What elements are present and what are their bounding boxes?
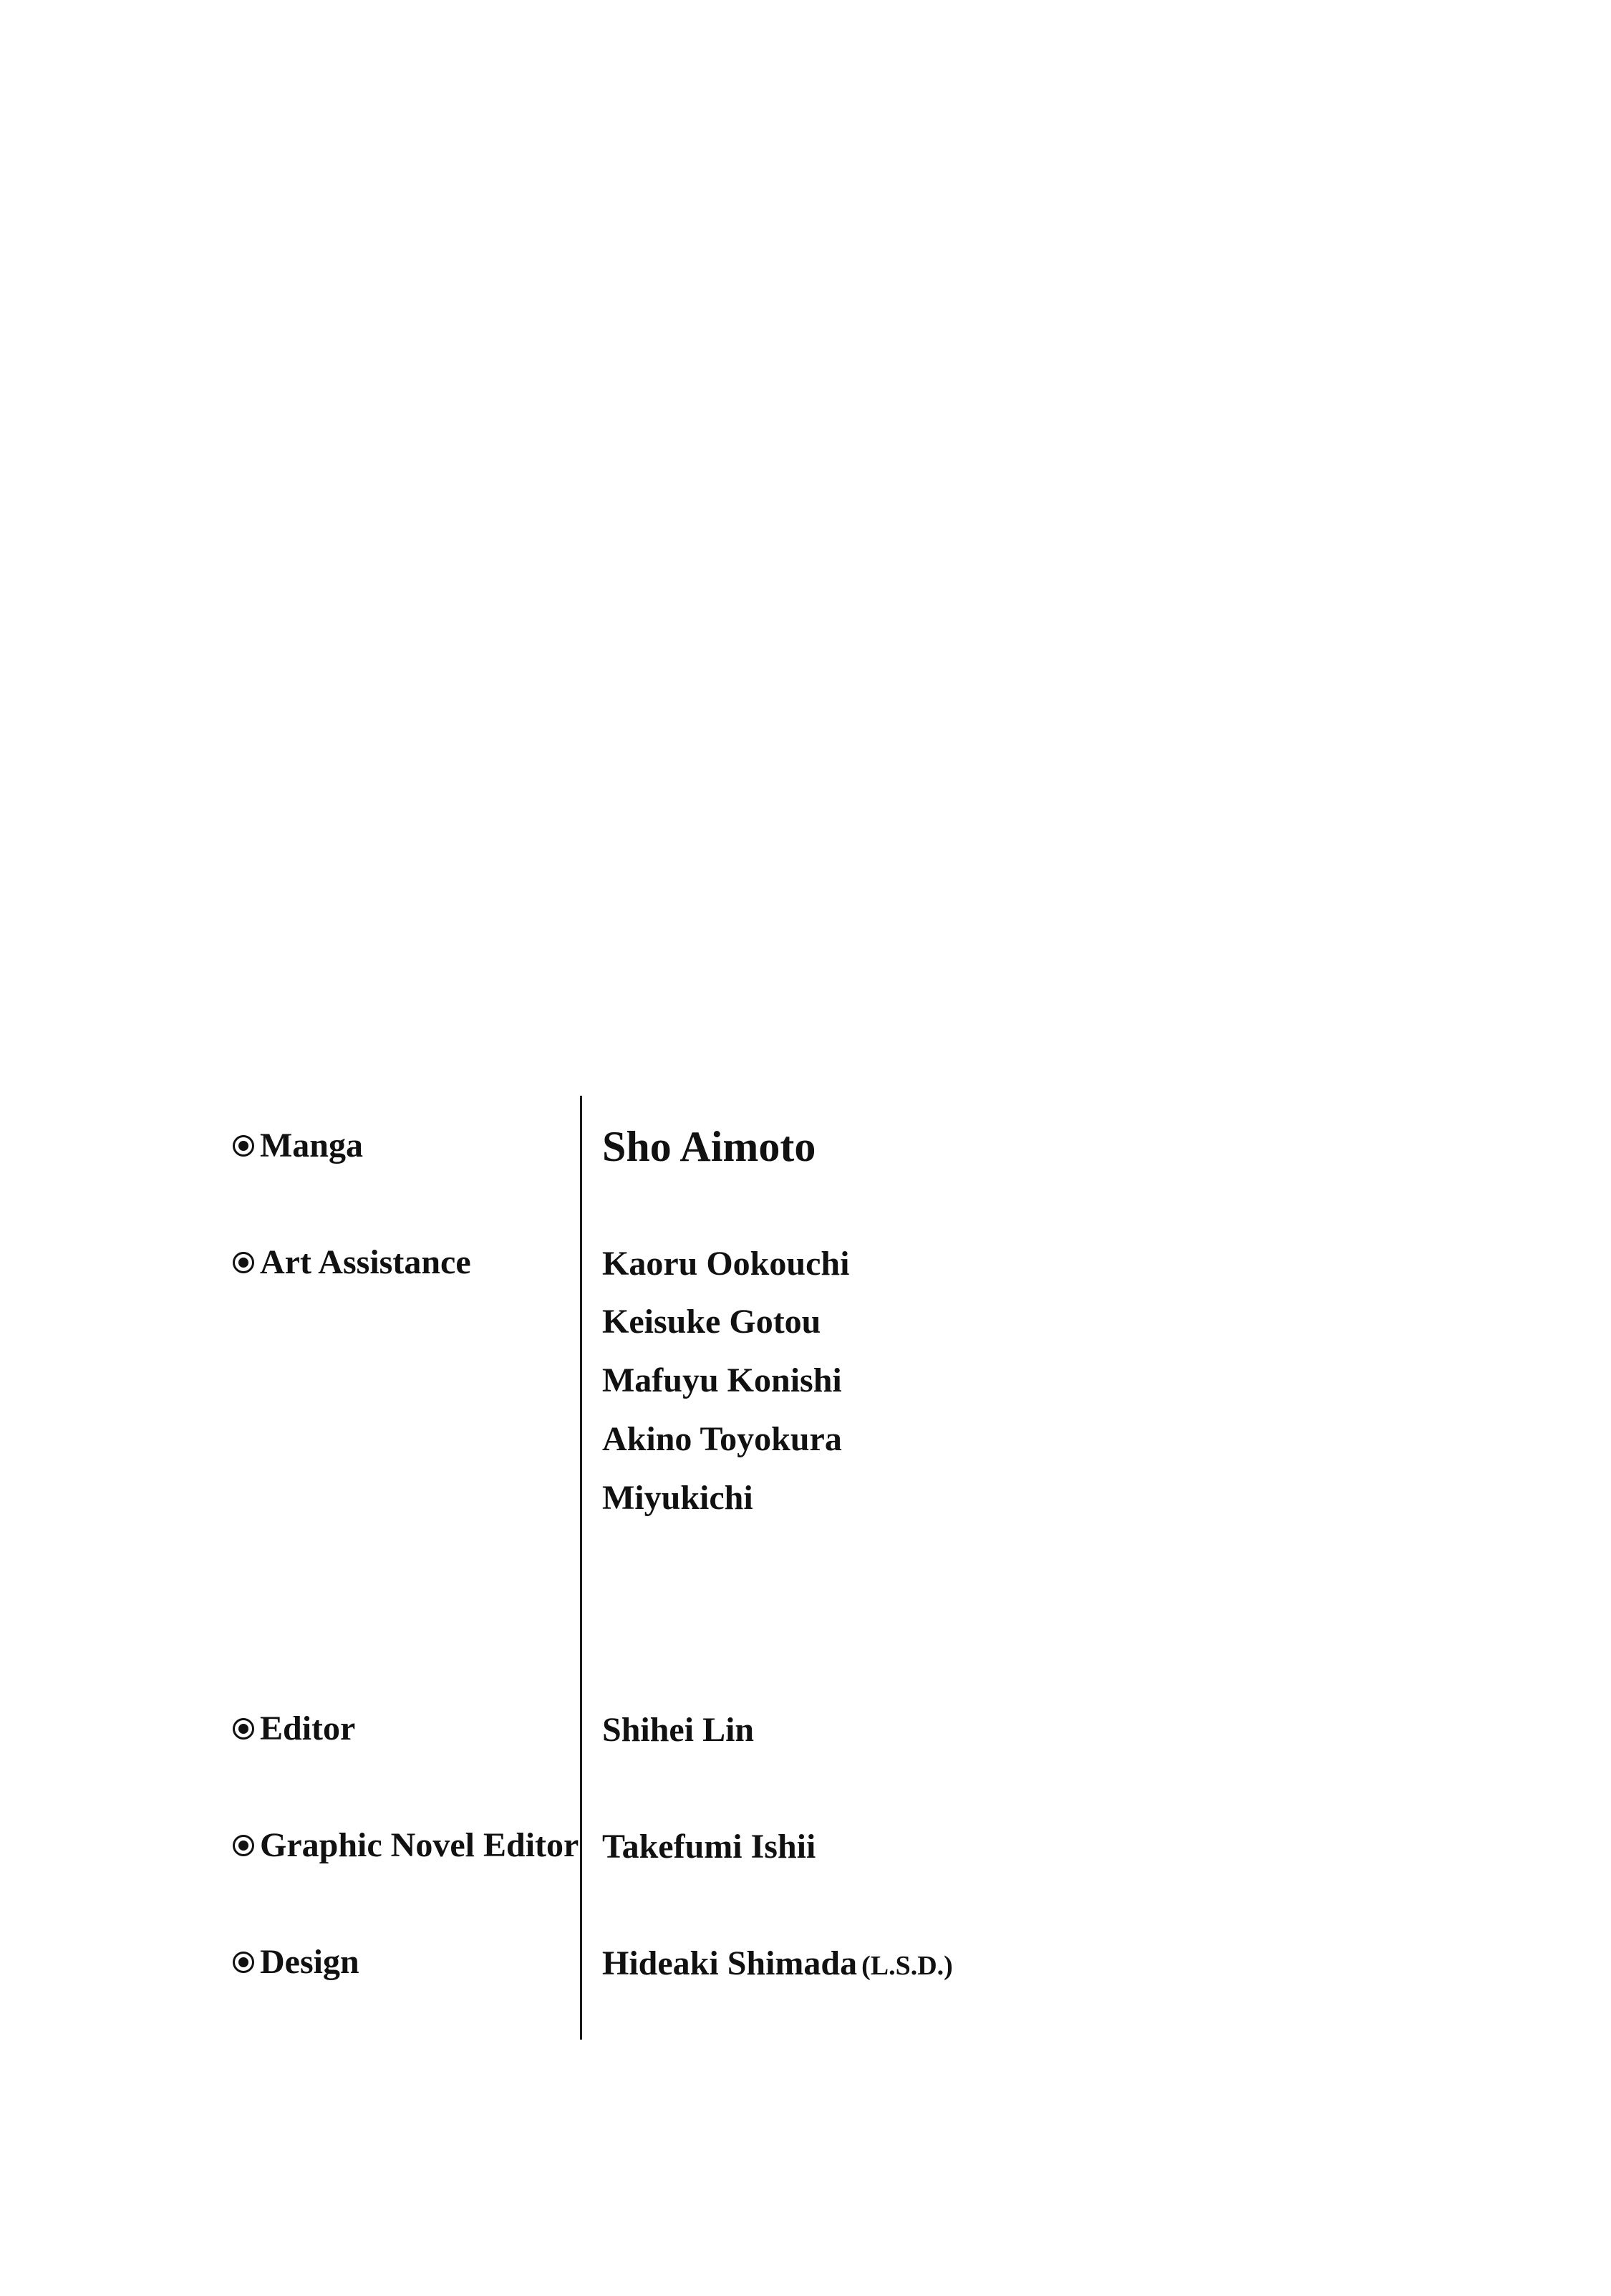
role-graphic-novel-editor: [233, 1824, 579, 1867]
role-label: Editor: [260, 1709, 356, 1747]
name-art-assistance-2: Keisuke Gotou: [602, 1303, 821, 1341]
name-editor: Shihei Lin: [602, 1711, 755, 1749]
fisheye-bullet-icon: [233, 1718, 254, 1740]
name-design: [602, 1942, 953, 1987]
column-divider: [580, 1096, 582, 2040]
role-editor: [233, 1707, 355, 1750]
name-art-assistance-1: Kaoru Ookouchi: [602, 1245, 850, 1283]
name-art-assistance-4: Akino Toyokura: [602, 1420, 842, 1458]
role-design: [233, 1941, 359, 1984]
fisheye-bullet-icon: [233, 1952, 254, 1973]
fisheye-bullet-icon: [233, 1835, 254, 1856]
name-graphic-novel-editor: Takefumi Ishii: [602, 1828, 816, 1866]
design-name: Hideaki Shimada: [602, 1944, 858, 1982]
name-manga: Sho Aimoto: [602, 1123, 816, 1170]
fisheye-bullet-icon: [233, 1252, 254, 1273]
name-art-assistance-5: Miyukichi: [602, 1479, 753, 1517]
fisheye-bullet-icon: [233, 1135, 254, 1157]
role-label: Manga: [260, 1127, 363, 1164]
role-manga: [233, 1124, 363, 1167]
role-label: Art Assistance: [260, 1243, 471, 1281]
role-label: Graphic Novel Editor: [260, 1826, 579, 1864]
design-suffix: (L.S.D.): [861, 1951, 953, 1981]
role-label: Design: [260, 1943, 359, 1981]
role-art-assistance: [233, 1241, 471, 1284]
name-art-assistance-3: Mafuyu Konishi: [602, 1361, 842, 1399]
